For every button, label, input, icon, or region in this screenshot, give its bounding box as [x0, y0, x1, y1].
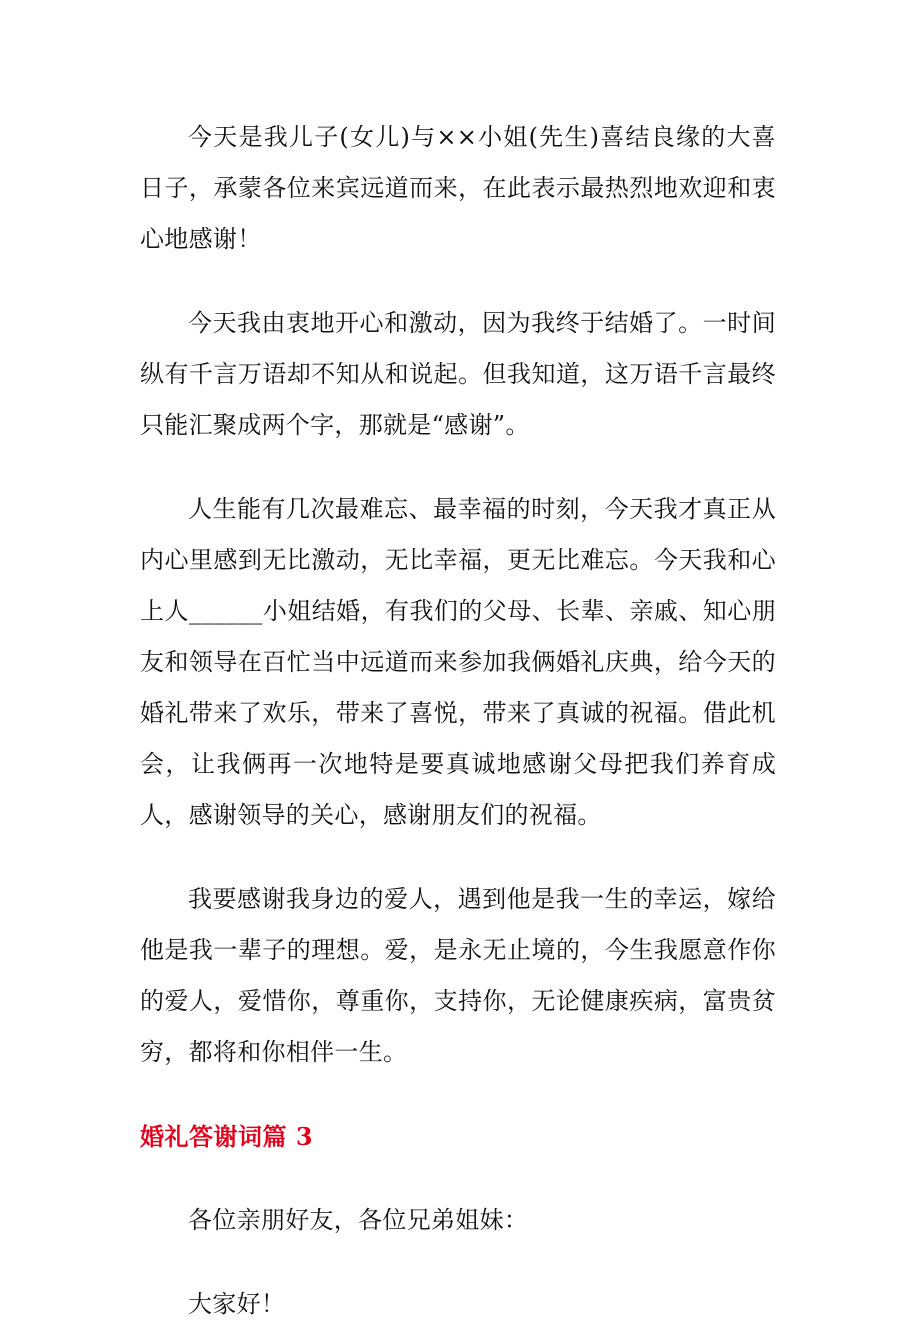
paragraph-thanks-spouse: 我要感谢我身边的爱人，遇到他是我一生的幸运，嫁给他是我一辈子的理想。爱，是永无止境的，今生我愿意作你的爱人，爱惜你，尊重你，支持你，无论健康疾病，富贵贫穷，都将和你相伴一生。 [140, 885, 776, 1066]
document-body [140, 112, 776, 1330]
paragraph-spacer [140, 841, 776, 874]
paragraph-spacer [140, 1078, 776, 1111]
paragraph-hello: 大家好！ [188, 1290, 286, 1318]
paragraph-spacer [140, 1162, 776, 1195]
paragraph-spacer [140, 265, 776, 298]
section-heading: 婚礼答谢词篇 3 [140, 1122, 314, 1151]
paragraph-greeting-thanks: 今天是我儿子(女儿)与××小姐(先生)喜结良缘的大喜日子，承蒙各位来宾远道而来，在此表示最热烈地欢迎和衷心地感谢！ [140, 123, 776, 253]
paragraph-spacer [140, 1246, 776, 1279]
paragraph-spacer [140, 451, 776, 484]
paragraph-excitement: 今天我由衷地开心和激动，因为我终于结婚了。一时间纵有千言万语却不知从和说起。但我知道，这万语千言最终只能汇聚成两个字，那就是“感谢”。 [140, 309, 776, 439]
paragraph-memorable-moment: 人生能有几次最难忘、最幸福的时刻，今天我才真正从内心里感到无比激动，无比幸福，更无比难忘。今天我和心上人______小姐结婚，有我们的父母、长辈、亲戚、知心朋友和领导在百忙当中远道而来参加我俩婚礼庆典，给今天的婚礼带来了欢乐，带来了喜悦，带来了真诚的祝福。借此机会，让我俩再一次地特是要真诚地感谢父母把我们养育成人，感谢领导的关心，感谢朋友们的祝福。 [140, 495, 776, 829]
paragraph-salutation: 各位亲朋好友，各位兄弟姐妹： [188, 1206, 529, 1234]
